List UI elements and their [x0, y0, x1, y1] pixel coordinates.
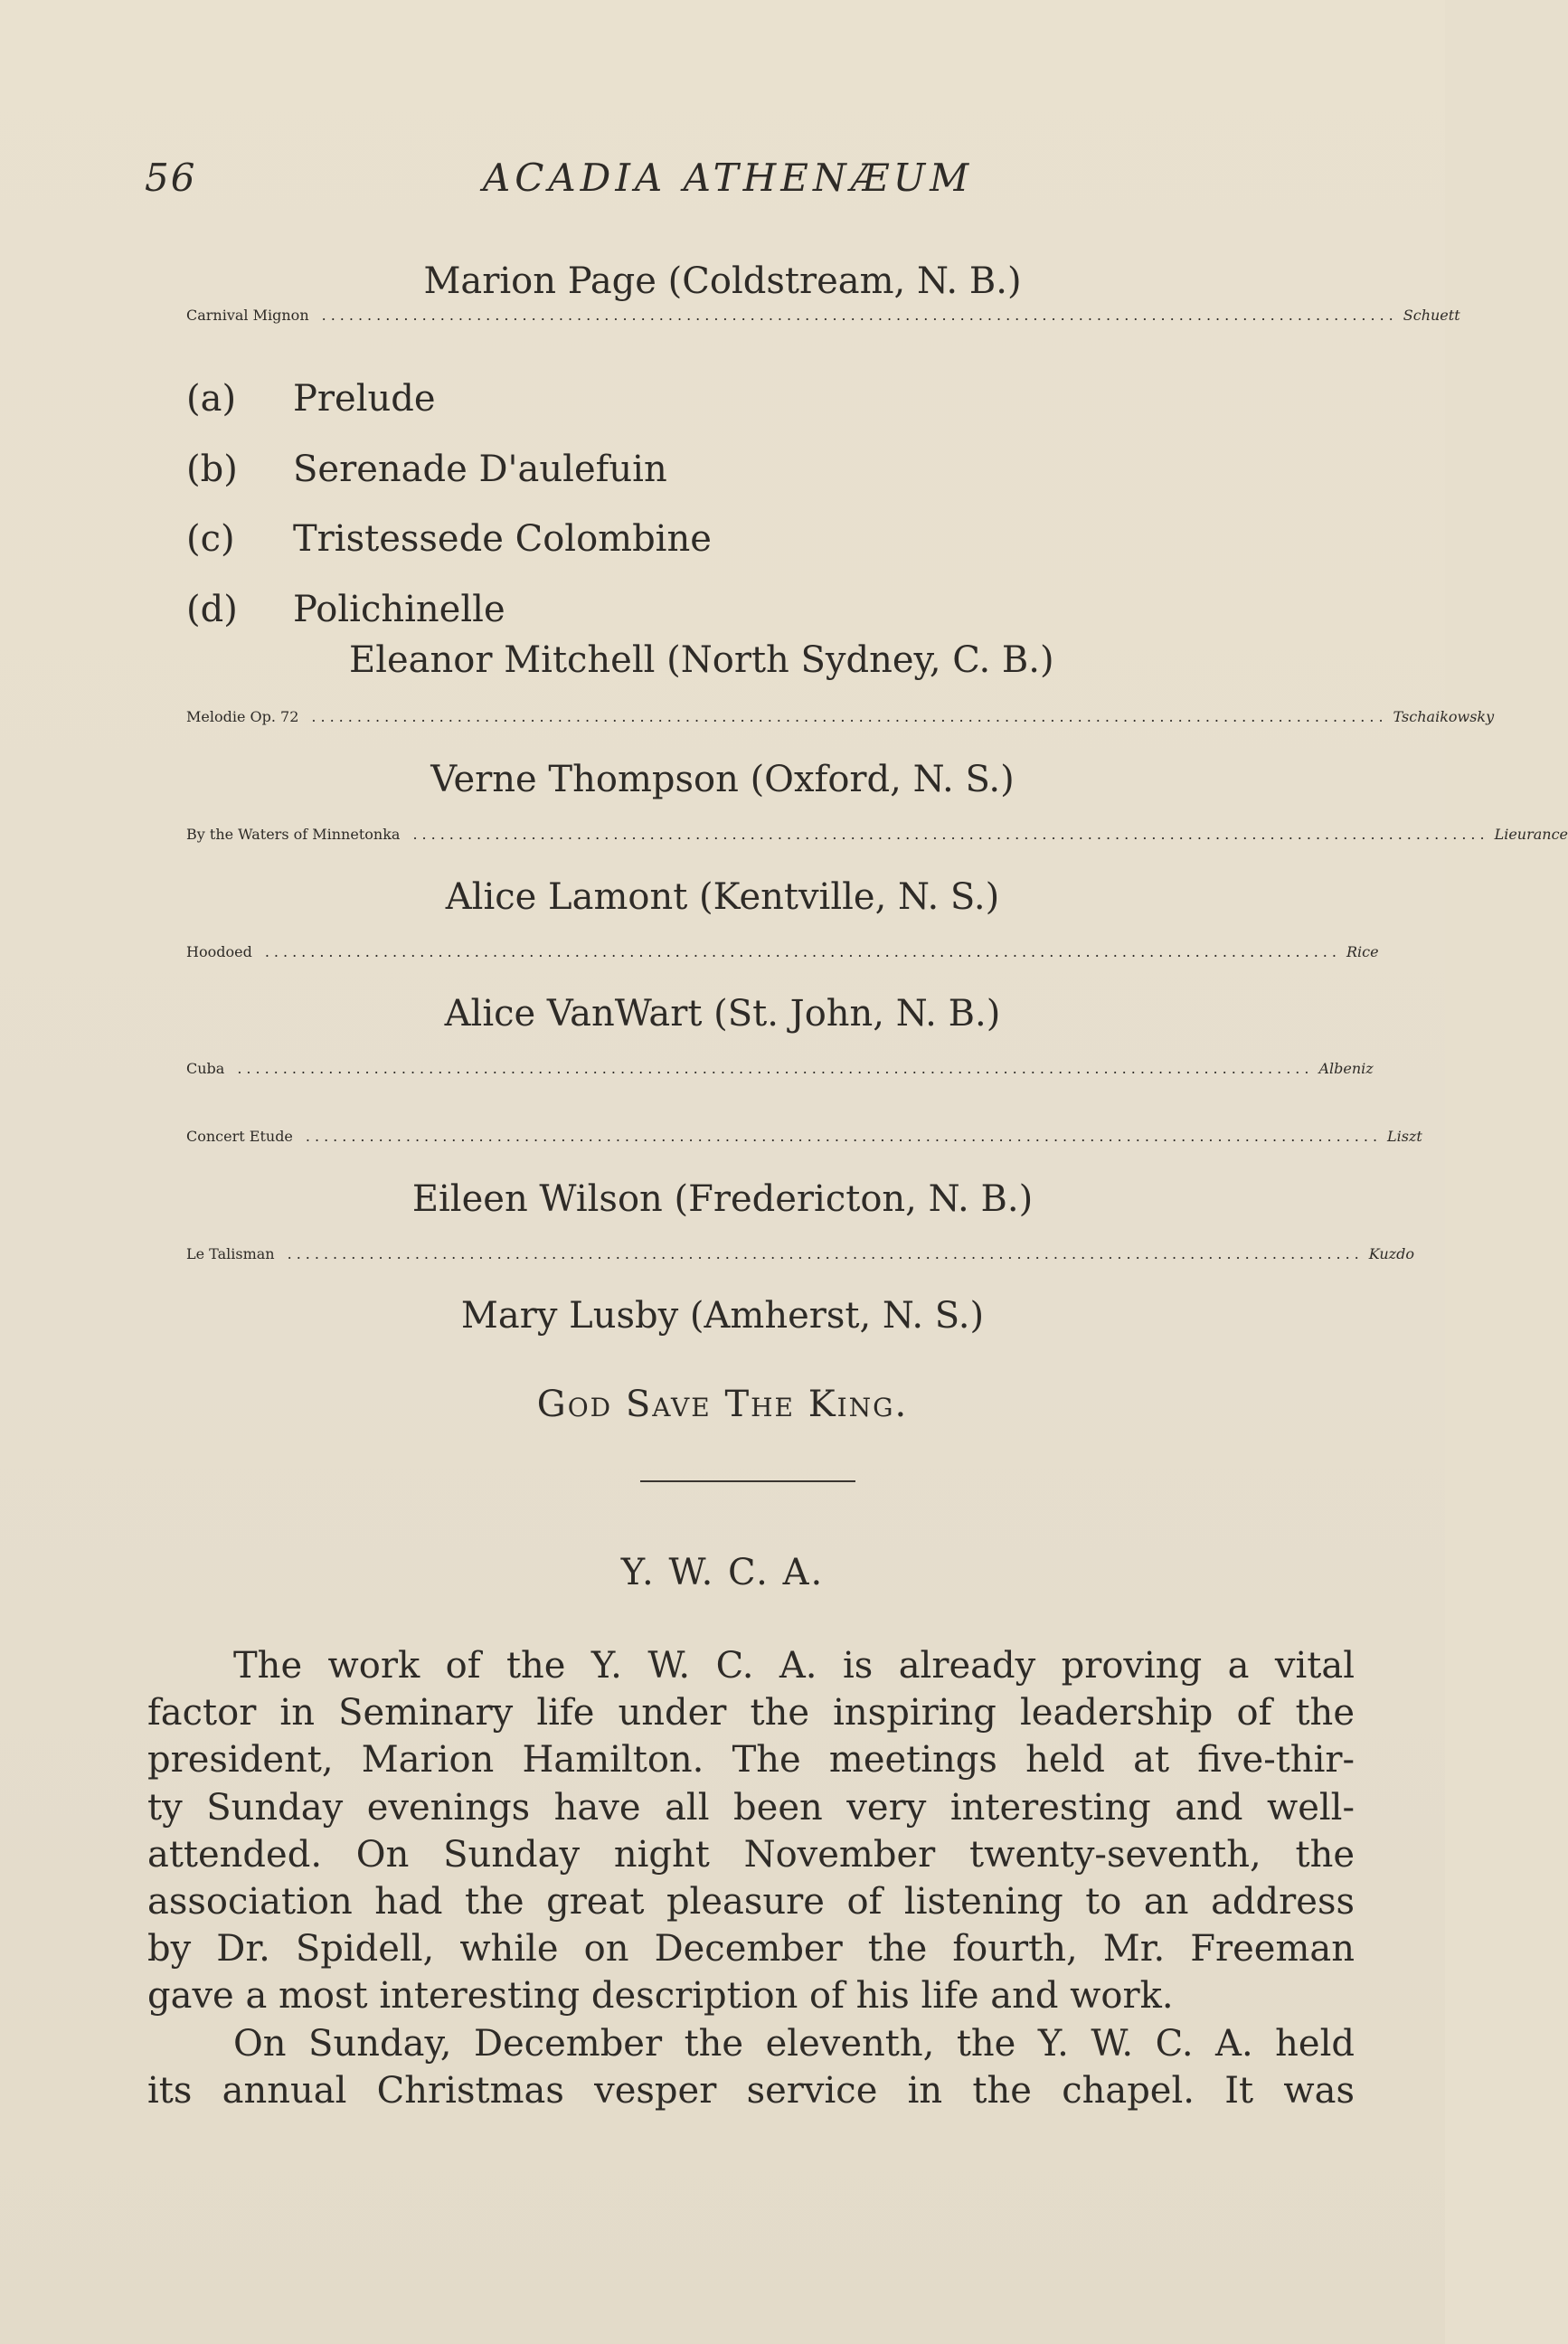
text-line: gave a most interesting description of his life and work. [147, 1975, 1174, 2018]
anthem-word: Save [625, 1384, 712, 1425]
program-item [186, 943, 1379, 990]
performer-line: Eileen Wilson (Fredericton, N. B.) [411, 1178, 1034, 1220]
page-number: 56 [145, 156, 197, 200]
text-line: association had the great pleasure of listening to an address [147, 1881, 1355, 1923]
program-item [186, 1128, 1422, 1175]
program-item-title: Carnival Mignon [186, 307, 309, 324]
program-item-composer: Kuzdo [1368, 1245, 1414, 1262]
program-item-title: Le Talisman [186, 1245, 275, 1262]
program-item-composer: Albeniz [1318, 1060, 1374, 1077]
journal-title: ACADIA ATHENÆUM [482, 156, 974, 200]
sub-item-title: Serenade D'aulefuin [293, 449, 667, 490]
program-item-title: Melodie Op. 72 [186, 708, 299, 725]
performer-line: Eleanor Mitchell (North Sydney, C. B.) [349, 639, 1054, 681]
program-item-title: By the Waters of Minnetonka [186, 826, 401, 843]
paragraph [147, 1642, 1355, 2020]
section-heading: Y. W. C. A. [620, 1552, 825, 1593]
sub-item-letter: (d) [186, 589, 238, 630]
sub-item-letter: (b) [186, 449, 238, 490]
program-item-composer: Schuett [1403, 307, 1460, 324]
sub-item [186, 449, 910, 496]
dot-leader: ...................................................................................................................... [264, 943, 1341, 960]
program-item [186, 1245, 1414, 1292]
program-item-composer: Liszt [1387, 1128, 1422, 1145]
performer-line: Marion Page (Coldstream, N. B.) [423, 260, 1022, 302]
text-line: On Sunday, December the eleventh, the Y. W. C. A. held [233, 2023, 1355, 2065]
dot-leader: ...................................................................................................................... [311, 708, 1388, 725]
program-item [186, 708, 1495, 755]
sub-item-letter: (a) [186, 378, 237, 420]
sub-item-title: Polichinelle [293, 589, 505, 630]
sub-item [186, 378, 910, 425]
program-item-title: Hoodoed [186, 943, 252, 960]
sub-item [186, 518, 910, 565]
dot-leader: ...................................................................................................................... [305, 1128, 1383, 1145]
anthem-word: God [536, 1384, 613, 1425]
performer-line: Mary Lusby (Amherst, N. S.) [460, 1295, 985, 1337]
running-header [145, 156, 1311, 210]
dot-leader: ...................................................................................................................... [237, 1060, 1314, 1077]
dot-leader: ...................................................................................................................... [321, 307, 1398, 324]
sub-item-title: Prelude [293, 378, 436, 420]
anthem-word: King. [808, 1384, 909, 1425]
sub-item-title: Tristessede Colombine [293, 518, 712, 560]
performer-line: Alice VanWart (St. John, N. B.) [444, 993, 1001, 1035]
dot-leader: ...................................................................................................................... [287, 1245, 1364, 1262]
text-line: by Dr. Spidell, while on December the fourth, Mr. Freeman [147, 1928, 1355, 1971]
text-line: ty Sunday evenings have all been very interesting and well- [147, 1786, 1355, 1829]
text-line: factor in Seminary life under the inspiring leadership of the [147, 1692, 1355, 1734]
text-line: The work of the Y. W. C. A. is already proving a vital [233, 1645, 1355, 1687]
section-divider [640, 1480, 855, 1482]
program-item-title: Concert Etude [186, 1128, 293, 1145]
program-item [186, 1060, 1374, 1107]
sub-item [186, 589, 910, 636]
performer-line: Alice Lamont (Kentville, N. S.) [445, 876, 1000, 918]
program-item-title: Cuba [186, 1060, 225, 1077]
program-item-composer: Lieurance [1494, 826, 1568, 843]
program-item-composer: Tschaikowsky [1393, 708, 1495, 725]
program-item [186, 826, 1568, 873]
text-line: attended. On Sunday night November twenty-seventh, the [147, 1833, 1355, 1876]
anthem-line [0, 1384, 1445, 1425]
dot-leader: ...................................................................................................................... [412, 826, 1489, 843]
text-line: its annual Christmas vesper service in the chapel. It was [147, 2070, 1355, 2112]
paragraph [147, 2020, 1355, 2114]
program-item [186, 307, 1460, 354]
sub-item-letter: (c) [186, 518, 235, 560]
anthem-word: The [724, 1384, 795, 1425]
program-item-composer: Rice [1346, 943, 1379, 960]
text-line: president, Marion Hamilton. The meetings held at five-thir- [147, 1739, 1355, 1782]
performer-line: Verne Thompson (Oxford, N. S.) [430, 759, 1015, 800]
